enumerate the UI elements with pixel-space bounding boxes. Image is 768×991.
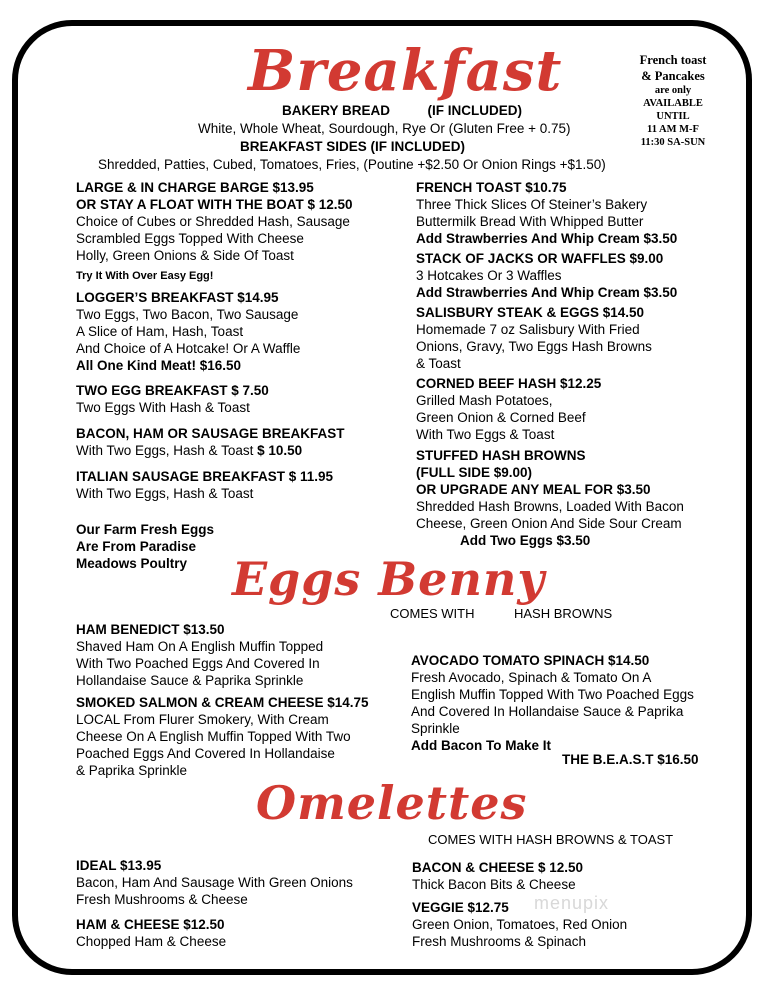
item-title: OR UPGRADE ANY MEAL FOR $3.50 <box>416 482 651 497</box>
breakfast-left-column <box>76 179 353 572</box>
item-desc: Green Onion & Corned Beef <box>416 410 586 425</box>
notice-line: French toast <box>639 53 707 67</box>
item-title: LOGGER’S BREAKFAST $14.95 <box>76 290 279 305</box>
notice-line: are only <box>654 85 692 96</box>
item-desc: 3 Hotcakes Or 3 Waffles <box>416 268 562 283</box>
item-desc: Scrambled Eggs Topped With Cheese <box>76 231 304 246</box>
item-desc: Cheese, Green Onion And Side Sour Cream <box>416 516 682 531</box>
item-title: IDEAL $13.95 <box>76 858 162 873</box>
item-title: OR STAY A FLOAT WITH THE BOAT $ 12.50 <box>76 197 353 212</box>
farm-note: Our Farm Fresh Eggs <box>76 522 215 537</box>
item-desc: Poached Eggs And Covered In Hollandaise <box>76 746 335 761</box>
item-desc: With Two Eggs, Hash & Toast <box>76 486 254 501</box>
omelettes-title: Omelettes <box>256 776 528 830</box>
item-title: HAM BENEDICT $13.50 <box>76 622 225 637</box>
item-title: SALISBURY STEAK & EGGS $14.50 <box>416 305 645 320</box>
item-price: $ 10.50 <box>257 443 303 458</box>
item-title: CORNED BEEF HASH $12.25 <box>416 376 602 391</box>
item-desc: Fresh Mushrooms & Cheese <box>76 892 248 907</box>
watermark: menupix <box>534 893 610 913</box>
item-desc: Sprinkle <box>411 721 460 736</box>
item-extra: Add Two Eggs $3.50 <box>460 533 591 548</box>
bread-options: White, Whole Wheat, Sourdough, Rye Or (Gluten Free + 0.75) <box>198 121 571 136</box>
farm-note: Are From Paradise <box>76 539 197 554</box>
breakfast-title: Breakfast <box>248 38 563 104</box>
benny-left-column <box>76 621 369 779</box>
item-desc: Thick Bacon Bits & Cheese <box>412 877 576 892</box>
notice-line: AVAILABLE <box>643 98 703 109</box>
item-title: LARGE & IN CHARGE BARGE $13.95 <box>76 180 314 195</box>
item-desc: Bacon, Ham And Sausage With Green Onions <box>76 875 353 890</box>
item-title: VEGGIE $12.75 <box>412 900 509 915</box>
item-title: STACK OF JACKS OR WAFFLES $9.00 <box>416 251 664 266</box>
item-desc: Three Thick Slices Of Steiner’s Bakery <box>416 197 648 212</box>
item-desc: Grilled Mash Potatoes, <box>416 393 553 408</box>
item-desc: & Toast <box>416 356 461 371</box>
item-title: BACON, HAM OR SAUSAGE BREAKFAST <box>76 426 345 441</box>
item-desc: LOCAL From Flurer Smokery, With Cream <box>76 712 329 727</box>
breakfast-right-column <box>416 179 684 549</box>
item-title: (FULL SIDE $9.00) <box>416 465 533 480</box>
item-desc: With Two Eggs & Toast <box>416 427 555 442</box>
beast-price: THE B.E.A.S.T $16.50 <box>562 752 699 767</box>
notice-line: 11 AM M-F <box>647 124 699 135</box>
item-desc: Shaved Ham On A English Muffin Topped <box>76 639 324 654</box>
item-title: HAM & CHEESE $12.50 <box>76 917 225 932</box>
item-desc: Cheese On A English Muffin Topped With Two <box>76 729 351 744</box>
benny-right-column <box>411 652 694 754</box>
notice-line: 11:30 SA-SUN <box>640 137 706 148</box>
omelettes-subtitle: COMES WITH HASH BROWNS & TOAST <box>428 832 674 847</box>
item-desc: Homemade 7 oz Salisbury With Fried <box>416 322 640 337</box>
item-extra: Add Bacon To Make It <box>411 738 552 753</box>
item-desc: Fresh Mushrooms & Spinach <box>412 934 587 949</box>
sides-heading: BREAKFAST SIDES (IF INCLUDED) <box>240 139 466 154</box>
benny-subtitle: HASH BROWNS <box>514 606 613 621</box>
omelettes-left-column <box>76 857 353 950</box>
notice-line: UNTIL <box>656 111 690 122</box>
sides-options: Shredded, Patties, Cubed, Tomatoes, Fries, (Poutine +$2.50 Or Onion Rings +$1.50) <box>98 157 606 172</box>
item-title: SMOKED SALMON & CREAM CHEESE $14.75 <box>76 695 369 710</box>
item-title: AVOCADO TOMATO SPINACH $14.50 <box>411 653 650 668</box>
bakery-bread-heading: BAKERY BREAD (IF INCLUDED) <box>282 103 523 118</box>
item-desc-text: With Two Eggs, Hash & Toast <box>76 443 258 458</box>
item-desc: Chopped Ham & Cheese <box>76 934 227 949</box>
farm-note: Meadows Poultry <box>76 556 188 571</box>
item-title: FRENCH TOAST $10.75 <box>416 180 567 195</box>
item-extra: Add Strawberries And Whip Cream $3.50 <box>416 285 678 300</box>
notice-line: & Pancakes <box>641 69 705 83</box>
item-desc: And Covered In Hollandaise Sauce & Paprika <box>411 704 684 719</box>
item-tip: Try It With Over Easy Egg! <box>76 270 214 282</box>
item-desc: & Paprika Sprinkle <box>76 763 188 778</box>
item-desc: English Muffin Topped With Two Poached Eggs <box>411 687 694 702</box>
item-desc: A Slice of Ham, Hash, Toast <box>76 324 244 339</box>
item-title: BACON & CHEESE $ 12.50 <box>412 860 584 875</box>
item-extra: Add Strawberries And Whip Cream $3.50 <box>416 231 678 246</box>
hours-notice <box>612 52 734 149</box>
eggs-benny-title: Eggs Benny <box>232 552 546 606</box>
item-desc: With Two Poached Eggs And Covered In <box>76 656 320 671</box>
item-desc: Two Eggs, Two Bacon, Two Sausage <box>76 307 299 322</box>
item-desc: Holly, Green Onions & Side Of Toast <box>76 248 294 263</box>
item-desc: Green Onion, Tomatoes, Red Onion <box>412 917 628 932</box>
item-desc: Two Eggs With Hash & Toast <box>76 400 250 415</box>
item-desc: Onions, Gravy, Two Eggs Hash Browns <box>416 339 652 354</box>
item-desc: Choice of Cubes or Shredded Hash, Sausage <box>76 214 350 229</box>
benny-subtitle: COMES WITH <box>390 606 475 621</box>
item-desc: Hollandaise Sauce & Paprika Sprinkle <box>76 673 304 688</box>
item-desc: Fresh Avocado, Spinach & Tomato On A <box>411 670 652 685</box>
item-title: STUFFED HASH BROWNS <box>416 448 586 463</box>
item-title: TWO EGG BREAKFAST $ 7.50 <box>76 383 269 398</box>
item-title: ITALIAN SAUSAGE BREAKFAST $ 11.95 <box>76 469 334 484</box>
item-desc: Shredded Hash Browns, Loaded With Bacon <box>416 499 684 514</box>
item-desc: Buttermilk Bread With Whipped Butter <box>416 214 644 229</box>
item-extra: All One Kind Meat! $16.50 <box>76 358 242 373</box>
item-desc <box>76 442 353 459</box>
item-desc: And Choice of A Hotcake! Or A Waffle <box>76 341 301 356</box>
